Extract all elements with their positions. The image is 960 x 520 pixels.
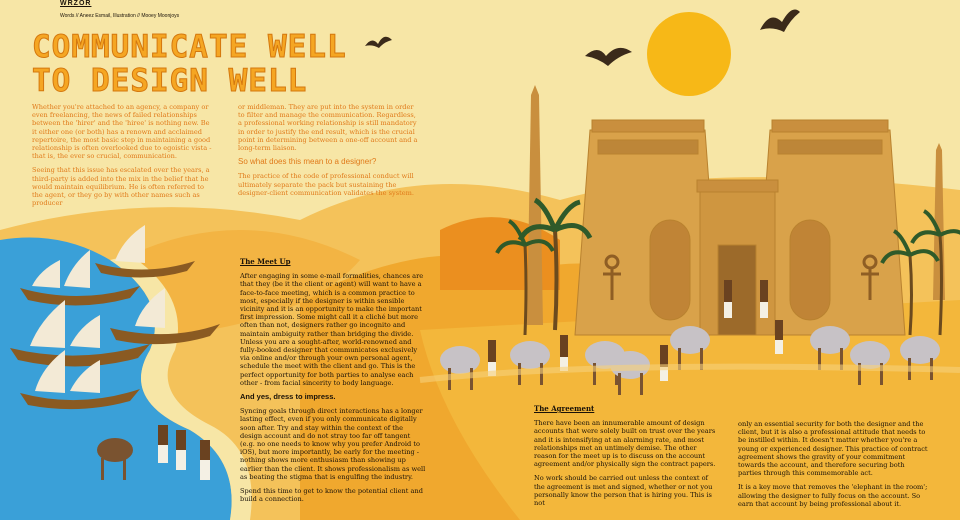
section-heading: The Meet Up [240,257,291,266]
intro-column-2 [238,103,420,203]
intro-column-1 [32,103,212,213]
body-paragraph: There have been an innumerable amount of design accounts that were solely built on trust over the years and it is intensifying at an alarming rate, and most relationships met an untimely demise. The other reason for the meet up is to discuss on the account agreement and/or physically sign the contract papers. [534,419,716,469]
brand-name: WRZOR [60,0,92,7]
credits: Words // Aneez Esmail, Illustration // Mooey Moonjoys [60,13,180,19]
page-title [32,30,362,98]
intro-subheading: So what does this mean to a designer? [238,157,377,167]
body-paragraph: Syncing goals through direct interactions has a longer lasting effect, even if you only communicate digitally soon after. Try and stay within the context of the design account and do not stray too far off tangent (e.g. no one needs to know why you prefer Android to iOS), but more importantly, be early for the meeting - nothing shows more enthusiasm than showing up earlier than the client. It shows professionalism as well as beating the stigma that is engulfing the industry. [240,407,426,481]
bird-icon [365,10,800,66]
section-subheading: And yes, dress to impress. [240,392,336,402]
intro-paragraph: Whether you're attached to an agency, a company or even freelancing, the news of failed relationships between the 'hirer' and the 'hiree' is nothing new. Be it either one (or both) has a renown and acclaimed repertoire, the most basic step in maintaining a good relationship is often overlooked due to egoistic vista - that is, the ever so crucial, communication. [32,103,212,161]
agreement-column-2 [738,420,928,514]
meetup-section [240,258,426,509]
title-line-2: TO DESIGN WELL [32,63,308,99]
body-paragraph: Spend this time to get to know the potential client and build a connection. [240,487,423,504]
title-line-1: COMMUNICATE WELL [32,29,347,65]
agreement-column-1 [534,405,720,513]
temple [575,120,905,335]
body-paragraph: only an essential security for both the designer and the client, but it is also a professional attitude that needs to be instilled within. It doesn't matter whether you're a young or experienced designer. This practice of contract agreement shows the gravity of your commitment towards the account, and therefore securing both parties through this commemorable act. [738,420,928,478]
intro-paragraph: or middleman. They are put into the system in order to filter and manage the communication. Regardless, a professional working relationship is still mandatory in order to justify the end result, which is the crucial point in determining between a one-off account and a long-term liaison. [238,103,418,153]
body-paragraph: It is a key move that removes the 'elephant in the room'; allowing the designer to fully focus on the account. So earn that account by being professional about it. [738,483,928,508]
intro-paragraph: The practice of the code of professional conduct will ultimately separate the pack but sustaining the designer-client communication validates the system. [238,172,414,197]
intro-paragraph: Seeing that this issue has escalated over the years, a third-party is added into the mix in the belief that he would maintain equilibrium. He is often referred to the agent, or they go by with other names such as producer [32,166,210,208]
sun-icon [647,12,731,96]
body-paragraph: No work should be carried out unless the context of the agreement is met and signed, whether or not you personally know the person that is hiring you. This is not [534,474,713,508]
section-heading: The Agreement [534,404,595,413]
body-paragraph: After engaging in some e-mail formalities, chances are that they (be it the client or agent) will want to have a face-to-face meeting, which is a common practice to most, especially if the designer is within sensible vicinity and it is an opportunity to make the important first impression. Some might call it a cliché but more often than not, designers rather go incognito and maintain ambiguity rather than bridging the divide. Unless you are a sought-after, world-renowned and fully-booked designer that communicates exclusively via online and/or through your own personal agent, schedule the meet with the client and go. This is the perfect opportunity for both parties to analyse each other - from facial sincerity to body language. [240,272,424,387]
